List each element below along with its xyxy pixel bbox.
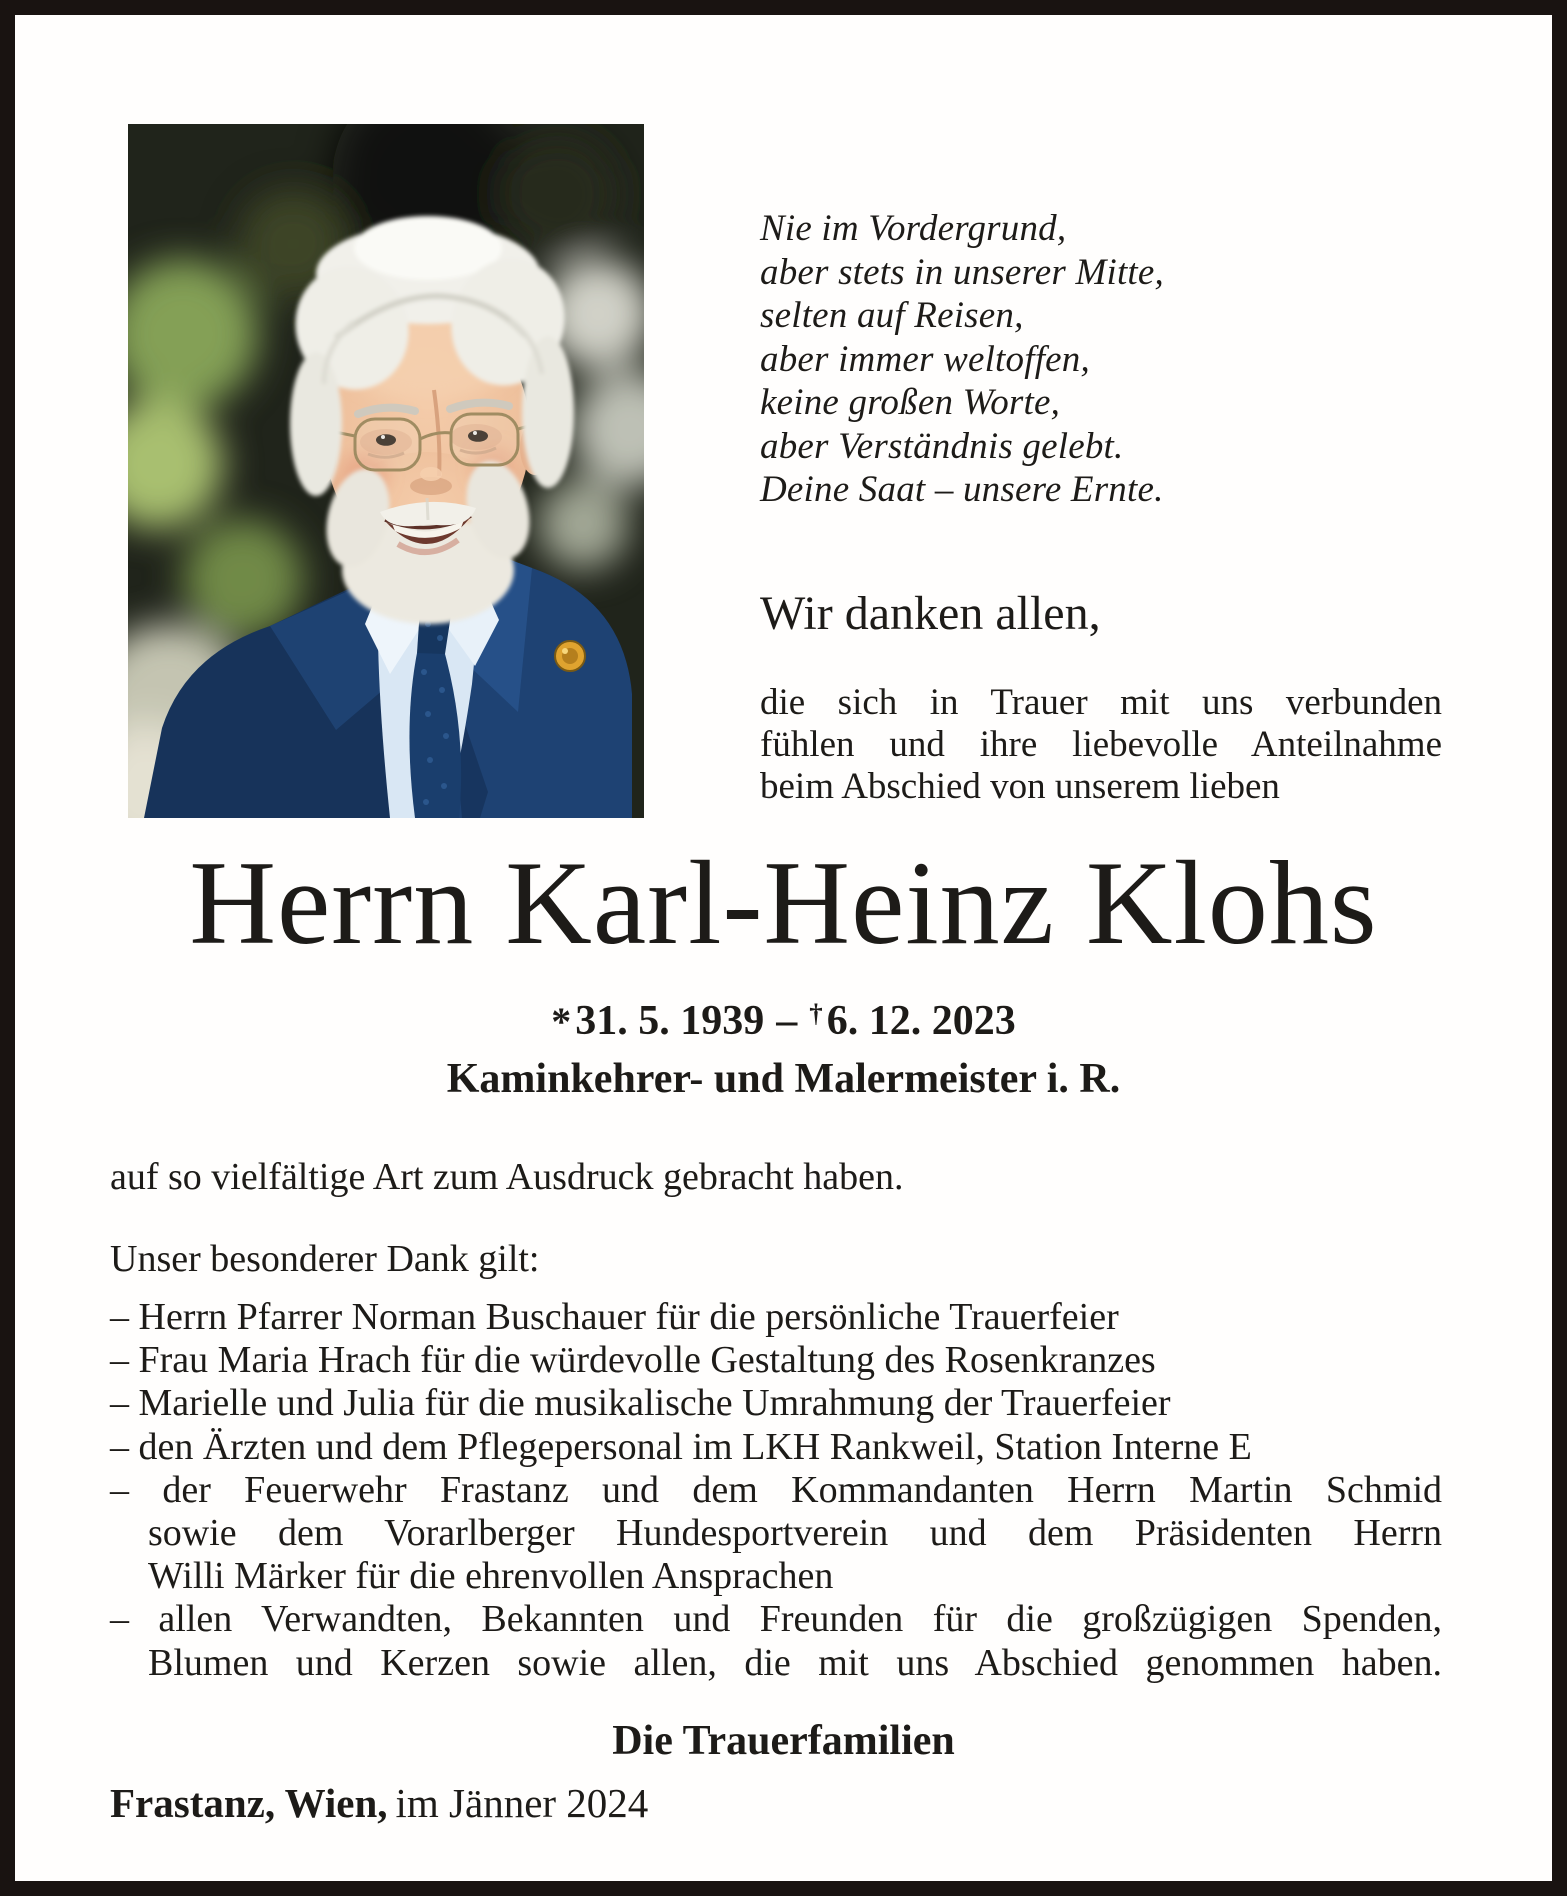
list-item: – den Ärzten und dem Pflegepersonal im LKH Rankweil, Station Interne E [110,1425,1252,1468]
poem-line: aber stets in unserer Mitte, [760,251,1164,293]
poem-line: selten auf Reisen, [760,295,1024,336]
poem-line: keine großen Worte, [760,382,1061,423]
portrait-photo-graphic [128,124,644,818]
list-item: – Frau Maria Hrach für die würdevolle Gestaltung des Rosenkranzes [110,1339,1156,1382]
list-item-continuation: Willi Märker für die ehrenvollen Ansprachen [148,1555,834,1598]
thanks-list [110,1296,1442,1685]
list-item: – der Feuerwehr Frastanz und dem Kommandanten Herrn Martin Schmid [110,1468,1442,1511]
family-signature: Die Trauerfamilien [612,1718,955,1764]
deceased-profession: Kaminkehrer- und Malermeister i. R. [446,1056,1121,1102]
portrait-photo [128,124,644,818]
memorial-poem [760,207,1164,512]
ausdruck-line: auf so vielfältige Art zum Ausdruck gebracht haben. [110,1156,904,1198]
intro-line: beim Abschied von unserem lieben [760,766,1280,807]
poem-line: Deine Saat – unsere Ernte. [760,469,1164,510]
life-dates [15,989,1552,1046]
dank-heading: Unser besonderer Dank gilt: [110,1238,540,1280]
dates-separator: – [776,998,798,1045]
list-item-continuation: sowie dem Vorarlberger Hundesportverein und dem Präsidenten Herrn [148,1512,1442,1555]
poem-line: aber immer weltoffen, [760,338,1090,380]
poem-line: aber Verständnis gelebt. [760,425,1124,467]
birth-date: 31. 5. 1939 [575,998,765,1045]
list-item: – Herrn Pfarrer Norman Buschauer für die persönliche Trauerfeier [110,1296,1119,1338]
list-item-continuation: Blumen und Kerzen sowie allen, die mit uns Abschied genommen haben. [148,1641,1442,1684]
place-date-line [110,1780,648,1826]
list-item: – allen Verwandten, Bekannten und Freunden für die großzügigen Spenden, [110,1598,1442,1641]
death-dagger-icon: † [809,998,823,1028]
intro-line: die sich in Trauer mit uns verbunden [760,682,1442,723]
list-item: – Marielle und Julia für die musikalische Umrahmung der Trauerfeier [110,1382,1171,1425]
date-label: im Jänner 2024 [395,1780,649,1826]
intro-paragraph [760,682,1442,808]
place-label: Frastanz, Wien, [110,1780,388,1826]
intro-line: fühlen und ihre liebevolle Anteilnahme [760,724,1442,765]
death-date: 6. 12. 2023 [826,998,1016,1045]
deceased-name: Herrn Karl-Heinz Klohs [189,836,1378,969]
birth-star-icon: * [551,998,572,1044]
poem-line: Nie im Vordergrund, [760,208,1067,249]
thanks-heading: Wir danken allen, [760,587,1101,640]
